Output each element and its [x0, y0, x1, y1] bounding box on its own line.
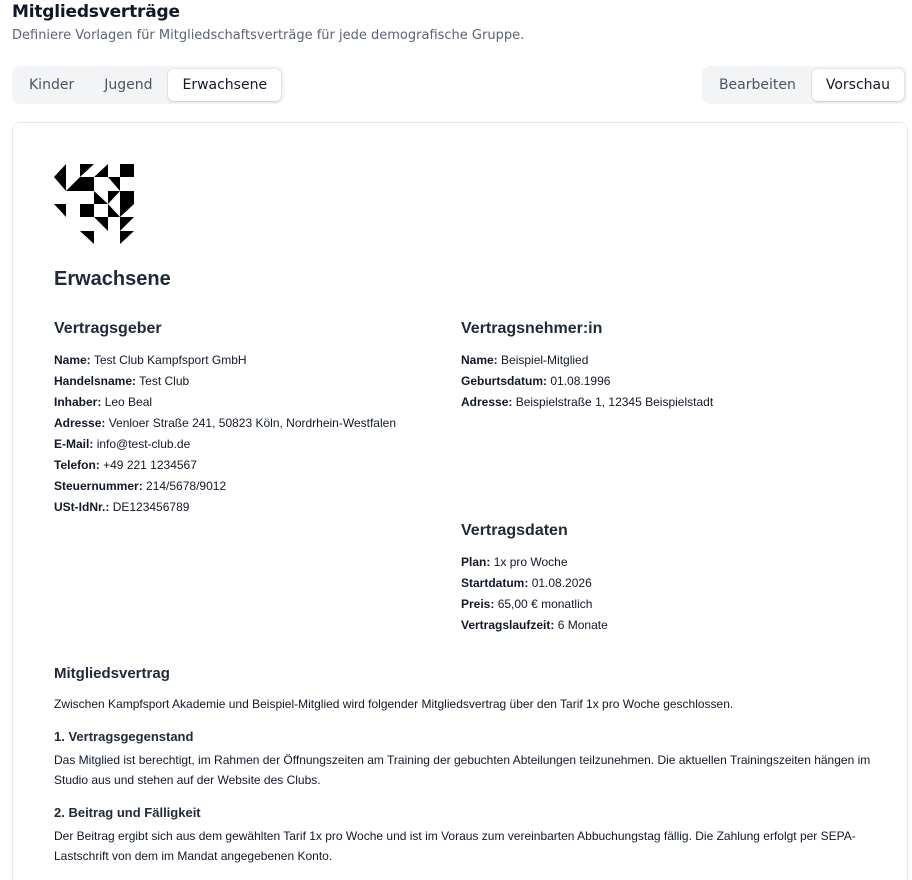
vertragsdaten-laufzeit: Vertragslaufzeit: 6 Monate: [461, 618, 608, 632]
tab-erwachsene[interactable]: Erwachsene: [168, 69, 281, 101]
vertragsgeber-section: [54, 320, 454, 518]
mitgliedsvertrag-heading: Mitgliedsvertrag: [54, 665, 170, 682]
vertragsgeber-inhaber: Inhaber: Leo Beal: [54, 395, 153, 409]
vertragsnehmer-heading: Vertragsnehmer:in: [461, 320, 603, 337]
mitgliedsvertrag-section: [54, 665, 874, 866]
vertragsgeber-handelsname: Handelsname: Test Club: [54, 374, 190, 388]
group-tabs: [12, 66, 284, 104]
tab-vorschau[interactable]: Vorschau: [812, 69, 904, 101]
page-title: Mitgliedsverträge: [12, 2, 180, 22]
vertragsgeber-adresse: Adresse: Venloer Straße 241, 50823 Köln, Nordrhein-Westfalen: [54, 416, 396, 430]
vertragsgeber-heading: Vertragsgeber: [54, 320, 162, 337]
page-header: [12, 2, 524, 44]
section-heading-vertragsgegenstand: 1. Vertragsgegenstand: [54, 729, 194, 744]
tab-jugend[interactable]: Jugend: [90, 69, 166, 101]
vertragsdaten-section: [461, 522, 861, 636]
vertragsnehmer-name: Name: Beispiel-Mitglied: [461, 353, 589, 367]
vertragsdaten-plan: Plan: 1x pro Woche: [461, 555, 568, 569]
vertragsgeber-ustid: USt-IdNr.: DE123456789: [54, 500, 190, 514]
vertragsgeber-name: Name: Test Club Kampfsport GmbH: [54, 353, 247, 367]
vertragsnehmer-adresse: Adresse: Beispielstraße 1, 12345 Beispielstadt: [461, 395, 714, 409]
vertragsgeber-telefon: Telefon: +49 221 1234567: [54, 458, 197, 472]
mode-tabs: [702, 66, 907, 104]
vertragsgeber-steuernummer: Steuernummer: 214/5678/9012: [54, 479, 227, 493]
mitgliedsvertrag-intro: Zwischen Kampfsport Akademie und Beispiel-Mitglied wird folgender Mitgliedsvertrag über den Tarif 1x pro Woche geschlossen.: [54, 697, 734, 711]
vertragsdaten-heading: Vertragsdaten: [461, 522, 568, 539]
tab-bearbeiten[interactable]: Bearbeiten: [705, 69, 810, 101]
vertragsgeber-email: E-Mail: info@test-club.de: [54, 437, 191, 451]
section-heading-beitrag: 2. Beitrag und Fälligkeit: [54, 805, 201, 820]
page-subtitle: Definiere Vorlagen für Mitgliedschaftsverträge für jede demografische Gruppe.: [12, 28, 525, 43]
document-title: Erwachsene: [54, 268, 171, 290]
section-text-beitrag: Der Beitrag ergibt sich aus dem gewählten Tarif 1x pro Woche und ist im Voraus zum vereinbarten Abbuchungstag fällig. Die Zahlung erfolgt per SEPA-Lastschrift von dem im Mandat angegebenen Konto.: [54, 829, 856, 863]
vertragsnehmer-section: [461, 320, 861, 413]
vertragsnehmer-geburtsdatum: Geburtsdatum: 01.08.1996: [461, 374, 611, 388]
vertragsdaten-preis: Preis: 65,00 € monatlich: [461, 597, 593, 611]
club-logo: [54, 164, 134, 244]
tab-kinder[interactable]: Kinder: [15, 69, 88, 101]
vertragsdaten-startdatum: Startdatum: 01.08.2026: [461, 576, 592, 590]
contract-preview-card: [12, 122, 908, 880]
section-text-vertragsgegenstand: Das Mitglied ist berechtigt, im Rahmen der Öffnungszeiten am Training der gebuchten Abteilungen teilzunehmen. Die aktuellen Trainingszeiten hängen im Studio aus und stehen auf der Website des Clubs.: [54, 753, 871, 787]
